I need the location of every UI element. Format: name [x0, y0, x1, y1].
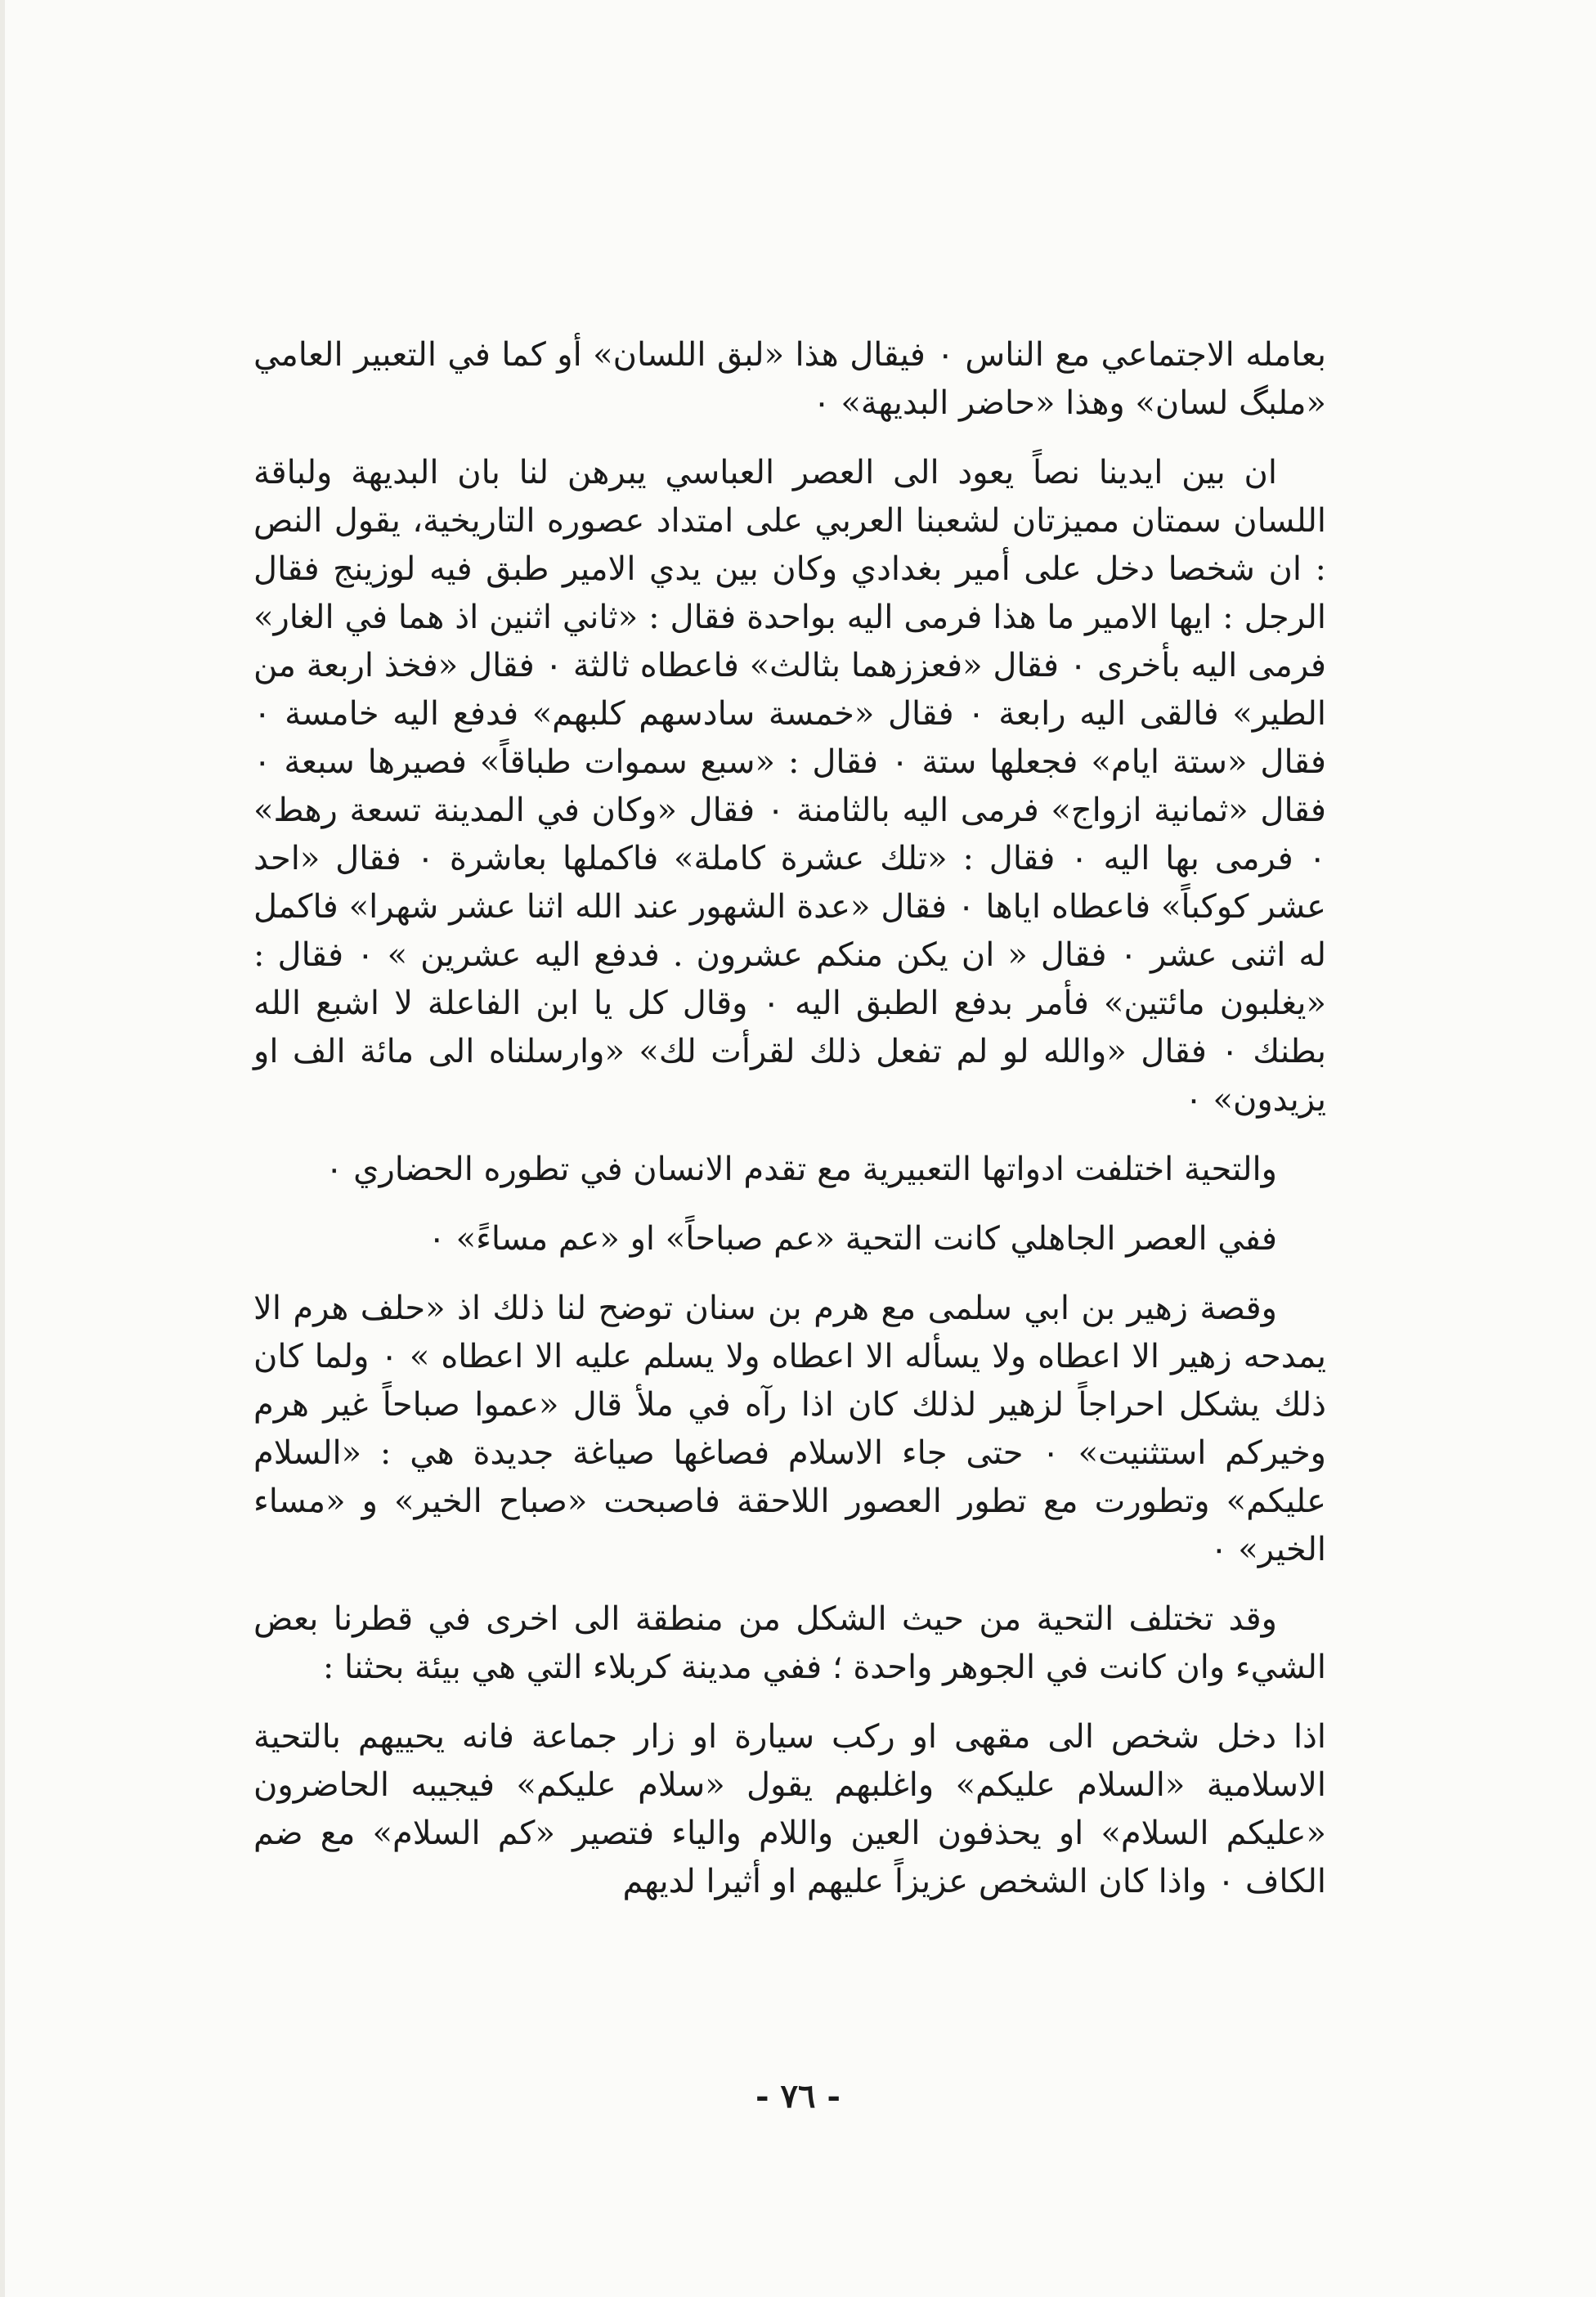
paragraph: والتحية اختلفت ادواتها التعبيرية مع تقدم الانسان في تطوره الحضاري ٠: [325, 1151, 1277, 1188]
paragraph: بعامله الاجتماعي مع الناس ٠ فيقال هذا «لبق اللسان» أو كما في التعبير العامي «ملبگ لسان» وهذا «حاضر البديهة» ٠: [253, 336, 1327, 422]
paragraph: ففي العصر الجاهلي كانت التحية «عم صباحاً» او «عم مساءً» ٠: [428, 1220, 1277, 1258]
paragraph: وقد تختلف التحية من حيث الشكل من منطقة الى اخرى في قطرنا بعض الشيء وان كانت في الجوهر واحدة ؛ ففي مدينة كربلاء التي هي بيئة بحثنا :: [253, 1600, 1326, 1686]
paragraph: اذا دخل شخص الى مقهى او ركب سيارة او زار جماعة فانه يحييهم بالتحية الاسلامية «السلام عليكم» واغلبهم يقول «سلام عليكم» فيجيبه الحاضرون «عليكم السلام» او يحذفون العين واللام والياء فتصير «كم السلام» مع ضم الكاف ٠ واذا كان الشخص عزيزاً عليهم او أثيرا لديهم: [253, 1718, 1326, 1900]
body-text: [253, 331, 1326, 1927]
paragraph: ان بين ايدينا نصاً يعود الى العصر العباسي يبرهن لنا بان البديهة ولباقة اللسان سمتان مميزتان لشعبنا العربي على امتداد عصوره التاريخية، يقول النص : ان شخصا دخل على أمير بغدادي وكان بين يدي الامير طبق فيه لوزينج فقال الرجل : ايها الامير ما هذا فرمى اليه بواحدة فقال : «ثاني اثنين اذ هما في الغار» فرمى اليه بأخرى ٠ فقال «فعززهما بثالث» فاعطاه ثالثة ٠ فقال «فخذ اربعة من الطير» فالقى اليه رابعة ٠ فقال «خمسة سادسهم كلبهم» فدفع اليه خامسة ٠ فقال «ستة ايام» فجعلها ستة ٠ فقال : «سبع سموات طباقاً» فصيرها سبعة ٠ فقال «ثمانية ازواج» فرمى اليه بالثامنة ٠ فقال «وكان في المدينة تسعة رهط» ٠ فرمى بها اليه ٠ فقال : «تلك عشرة كاملة» فاكملها بعاشرة ٠ فقال «احد عشر كوكباً» فاعطاه اياها ٠ فقال «عدة الشهور عند الله اثنا عشر شهرا» فاكمل له اثنى عشر ٠ فقال « ان يكن منكم عشرون . فدفع اليه عشرين » ٠ فقال : «يغلبون مائتين» فأمر بدفع الطبق اليه ٠ وقال كل يا ابن الفاعلة لا اشبع الله بطنك ٠ فقال «والله لو لم تفعل ذلك لقرأت لك» «وارسلناه الى مائة الف او يزيدون» ٠: [253, 454, 1327, 1119]
page-number: - ٧٦ -: [755, 2077, 841, 2115]
paragraph: وقصة زهير بن ابي سلمى مع هرم بن سنان توضح لنا ذلك اذ «حلف هرم الا يمدحه زهير الا اعطاه ولا يسأله الا اعطاه ولا يسلم عليه الا اعطاه » ٠ ولما كان ذلك يشكل احراجاً لزهير لذلك كان اذا رآه في ملأ قال «عموا صباحاً غير هرم وخيركم استثنيت» ٠ حتى جاء الاسلام فصاغها صياغة جديدة هي : «السلام عليكم» وتطورت مع تطور العصور اللاحقة فاصبحت «صباح الخير» و «مساء الخير» ٠: [253, 1290, 1326, 1568]
